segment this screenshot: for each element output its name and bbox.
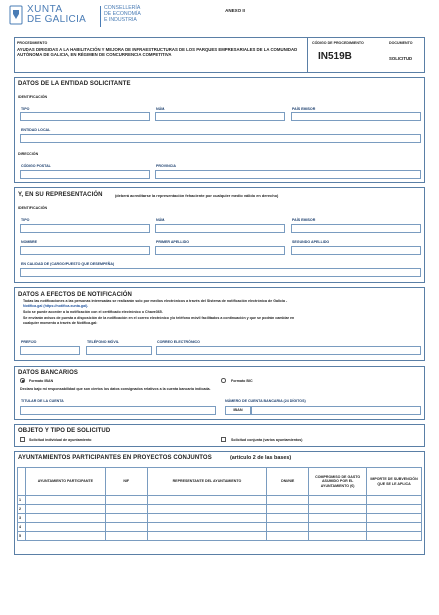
org-line2: DE ECONOMÍA [104, 11, 141, 17]
document-label: DOCUMENTO [389, 41, 413, 45]
applicant-section [14, 77, 425, 183]
procedure-label: PROCEDIMIENTO [17, 41, 48, 45]
provincia-label: PROVINCIA [156, 164, 176, 168]
iban-format-label: Formato IBAN [29, 379, 54, 383]
table-cell[interactable] [105, 523, 147, 532]
table-cell[interactable] [309, 496, 367, 505]
representative-note: (deberá acreditarse la representación fehaciente por cualquier medio válido en derecho) [115, 193, 279, 198]
rep-tipo-field[interactable] [20, 224, 150, 233]
table-cell[interactable] [25, 523, 105, 532]
rep-apellido2-label: SEGUNDO APELLIDO [292, 240, 330, 244]
row-index: 1 [18, 496, 26, 505]
rep-nombre-field[interactable] [20, 246, 150, 255]
projects-note: (artículo 2 de las bases) [230, 455, 292, 461]
movil-label: TELÉFONO MÓVIL [87, 340, 119, 344]
applicant-entidad-field[interactable] [20, 134, 421, 143]
table-cell[interactable] [367, 514, 422, 523]
table-cell[interactable] [309, 523, 367, 532]
iban-prefix: IBAN [225, 406, 251, 415]
bic-format-label: Formato BIC [231, 379, 253, 383]
table-cell[interactable] [147, 496, 267, 505]
entidad-label: ENTIDAD LOCAL [21, 128, 51, 132]
table-cell[interactable] [367, 505, 422, 514]
procedure-code: IN519B [318, 51, 352, 62]
table-cell[interactable] [267, 523, 309, 532]
notification-link[interactable]: Notifica.gal (https://notifica.xunta.gal). [23, 304, 89, 308]
table-cell[interactable] [267, 496, 309, 505]
table-cell[interactable] [105, 514, 147, 523]
bank-title: DATOS BANCARIOS [18, 370, 78, 376]
row-index: 3 [18, 514, 26, 523]
conjunta-checkbox[interactable] [221, 437, 226, 442]
table-cell[interactable] [367, 496, 422, 505]
projects-title: AYUNTAMIENTOS PARTICIPANTES EN PROYECTOS CONJUNTOS [18, 455, 212, 461]
applicant-cp-field[interactable] [20, 170, 150, 179]
table-cell[interactable] [367, 532, 422, 541]
col-header: NIF [105, 468, 147, 496]
logo-line2: DE GALICIA [27, 14, 87, 25]
table-cell[interactable] [309, 532, 367, 541]
correo-label: CORREO ELECTRÓNICO [157, 340, 200, 344]
bank-declaration: Declaro bajo mi responsabilidad que son ciertos los datos consignados relativos a la cuenta bancaria indicada. [20, 387, 211, 391]
projects-table [17, 467, 422, 541]
conjunta-label: Solicitud conjunta (varios ayuntamientos) [231, 438, 303, 442]
tipo-label: TIPO [21, 107, 30, 111]
org-line3: E INDUSTRIA [104, 17, 137, 23]
row-index: 4 [18, 523, 26, 532]
movil-field[interactable] [86, 346, 152, 355]
table-cell[interactable] [267, 514, 309, 523]
rep-pais-label: PAÍS EMISOR [292, 218, 316, 222]
applicant-tipo-field[interactable] [20, 112, 150, 121]
rep-identification-label: IDENTIFICACIÓN [18, 206, 48, 210]
table-cell[interactable] [309, 505, 367, 514]
table-cell[interactable] [147, 514, 267, 523]
procedure-box [14, 37, 425, 73]
objective-section [14, 424, 425, 447]
table-row [18, 514, 422, 523]
table-cell[interactable] [25, 505, 105, 514]
col-header: COMPROMISO DE GASTO ASUMIDO POR EL AYUNTAMIENTO (€) [309, 468, 367, 496]
direccion-label: DIRECCIÓN [18, 152, 39, 156]
representative-section [14, 187, 425, 283]
table-cell[interactable] [147, 523, 267, 532]
table-cell[interactable] [147, 505, 267, 514]
cp-label: CÓDIGO POSTAL [21, 164, 51, 168]
notification-line3: Solo se puede acceder a la notificación con el certificado electrónico o Chave365. [23, 310, 163, 314]
notification-line4: Se enviarán avisos de puesta a disposición de la notificación en el correo electrónico y/o teléfono móvil facilitados a continuación y que se podrán cambiar en [23, 316, 295, 320]
table-cell[interactable] [105, 532, 147, 541]
titular-field[interactable] [20, 406, 216, 415]
col-header: REPRESENTANTE DEL AYUNTAMIENTO [147, 468, 267, 496]
table-cell[interactable] [309, 514, 367, 523]
objective-title: OBJETO Y TIPO DE SOLICITUD [18, 428, 111, 434]
applicant-title: DATOS DE LA ENTIDAD SOLICITANTE [18, 81, 131, 87]
rep-pais-field[interactable] [291, 224, 421, 233]
applicant-num-field[interactable] [155, 112, 285, 121]
rep-calidad-label: EN CALIDAD DE (CARGO/PUESTO QUE DESEMPEÑA) [21, 262, 115, 266]
col-header: AYUNTAMIENTO PARTICIPANTE [25, 468, 105, 496]
notification-line1: Todas las notificaciones a las personas interesadas se realizarán solo por medios electrónicos a través del Sistema de notificación electrónica de Galicia - [23, 299, 288, 303]
rep-apellido1-label: PRIMER APELLIDO [156, 240, 190, 244]
iban-format-radio[interactable] [20, 378, 25, 383]
anexo-label: ANEXO II [225, 8, 245, 13]
table-cell[interactable] [147, 532, 267, 541]
notification-line5: cualquier momento a través de Notifica.gal: [23, 321, 98, 325]
rep-tipo-label: TIPO [21, 218, 30, 222]
prefijo-label: PREFIJO [21, 340, 37, 344]
applicant-provincia-field[interactable] [155, 170, 421, 179]
correo-field[interactable] [156, 346, 421, 355]
notification-title: DATOS A EFECTOS DE NOTIFICACIÓN [18, 292, 132, 298]
table-cell[interactable] [25, 532, 105, 541]
row-index: 2 [18, 505, 26, 514]
document-value: SOLICITUD [389, 56, 413, 61]
rep-num-label: NÚM. [156, 218, 166, 222]
bank-section [14, 366, 425, 420]
procedure-text: AYUDAS DIRIGIDAS A LA HABILITACIÓN Y MEJORA DE INFRAESTRUCTURAS DE LOS PARQUES EMPRESARIALES DE LA COMUNIDAD AUTÓNOMA DE GALICIA, EN RÉGIMEN DE CONCURRENCIA COMPETITIVA [17, 47, 298, 58]
logo-line1: XUNTA [27, 4, 63, 15]
pais-label: PAÍS EMISOR [292, 107, 316, 111]
table-cell[interactable] [367, 523, 422, 532]
individual-label: Solicitud individual de ayuntamiento [29, 438, 92, 442]
row-index-header [18, 468, 26, 496]
rep-calidad-field[interactable] [20, 268, 421, 277]
applicant-identification-label: IDENTIFICACIÓN [18, 95, 48, 99]
applicant-pais-field[interactable] [291, 112, 421, 121]
prefijo-field[interactable] [20, 346, 80, 355]
xunta-logo [8, 5, 158, 29]
org-line1: CONSELLERÍA [104, 5, 141, 11]
rep-num-field[interactable] [155, 224, 285, 233]
individual-checkbox[interactable] [20, 437, 25, 442]
table-cell[interactable] [105, 505, 147, 514]
numero-cuenta-field[interactable] [251, 406, 421, 415]
table-cell[interactable] [105, 496, 147, 505]
table-cell[interactable] [267, 532, 309, 541]
table-row [18, 496, 422, 505]
table-cell[interactable] [25, 496, 105, 505]
projects-section [14, 451, 425, 555]
rep-nombre-label: NOMBRE [21, 240, 37, 244]
procedure-code-label: CÓDIGO DE PROCEDIMIENTO [312, 41, 364, 45]
col-header: DNI/NIE [267, 468, 309, 496]
col-header: IMPORTE DE SUBVENCIÓN QUE SE LE APLICA [367, 468, 422, 496]
table-row [18, 532, 422, 541]
bic-format-radio[interactable] [221, 378, 226, 383]
num-label: NÚM. [156, 107, 166, 111]
rep-apellido1-field[interactable] [155, 246, 285, 255]
numero-cuenta-label: NÚMERO DE CUENTA BANCARIA (24 DÍGITOS) [225, 399, 306, 403]
titular-label: TITULAR DE LA CUENTA [21, 399, 64, 403]
rep-apellido2-field[interactable] [291, 246, 421, 255]
row-index: 5 [18, 532, 26, 541]
table-row [18, 523, 422, 532]
xunta-emblem-icon [8, 5, 24, 25]
notification-section [14, 287, 425, 361]
table-row [18, 505, 422, 514]
table-cell[interactable] [267, 505, 309, 514]
representative-title: Y, EN SU REPRESENTACIÓN [18, 192, 103, 198]
table-cell[interactable] [25, 514, 105, 523]
